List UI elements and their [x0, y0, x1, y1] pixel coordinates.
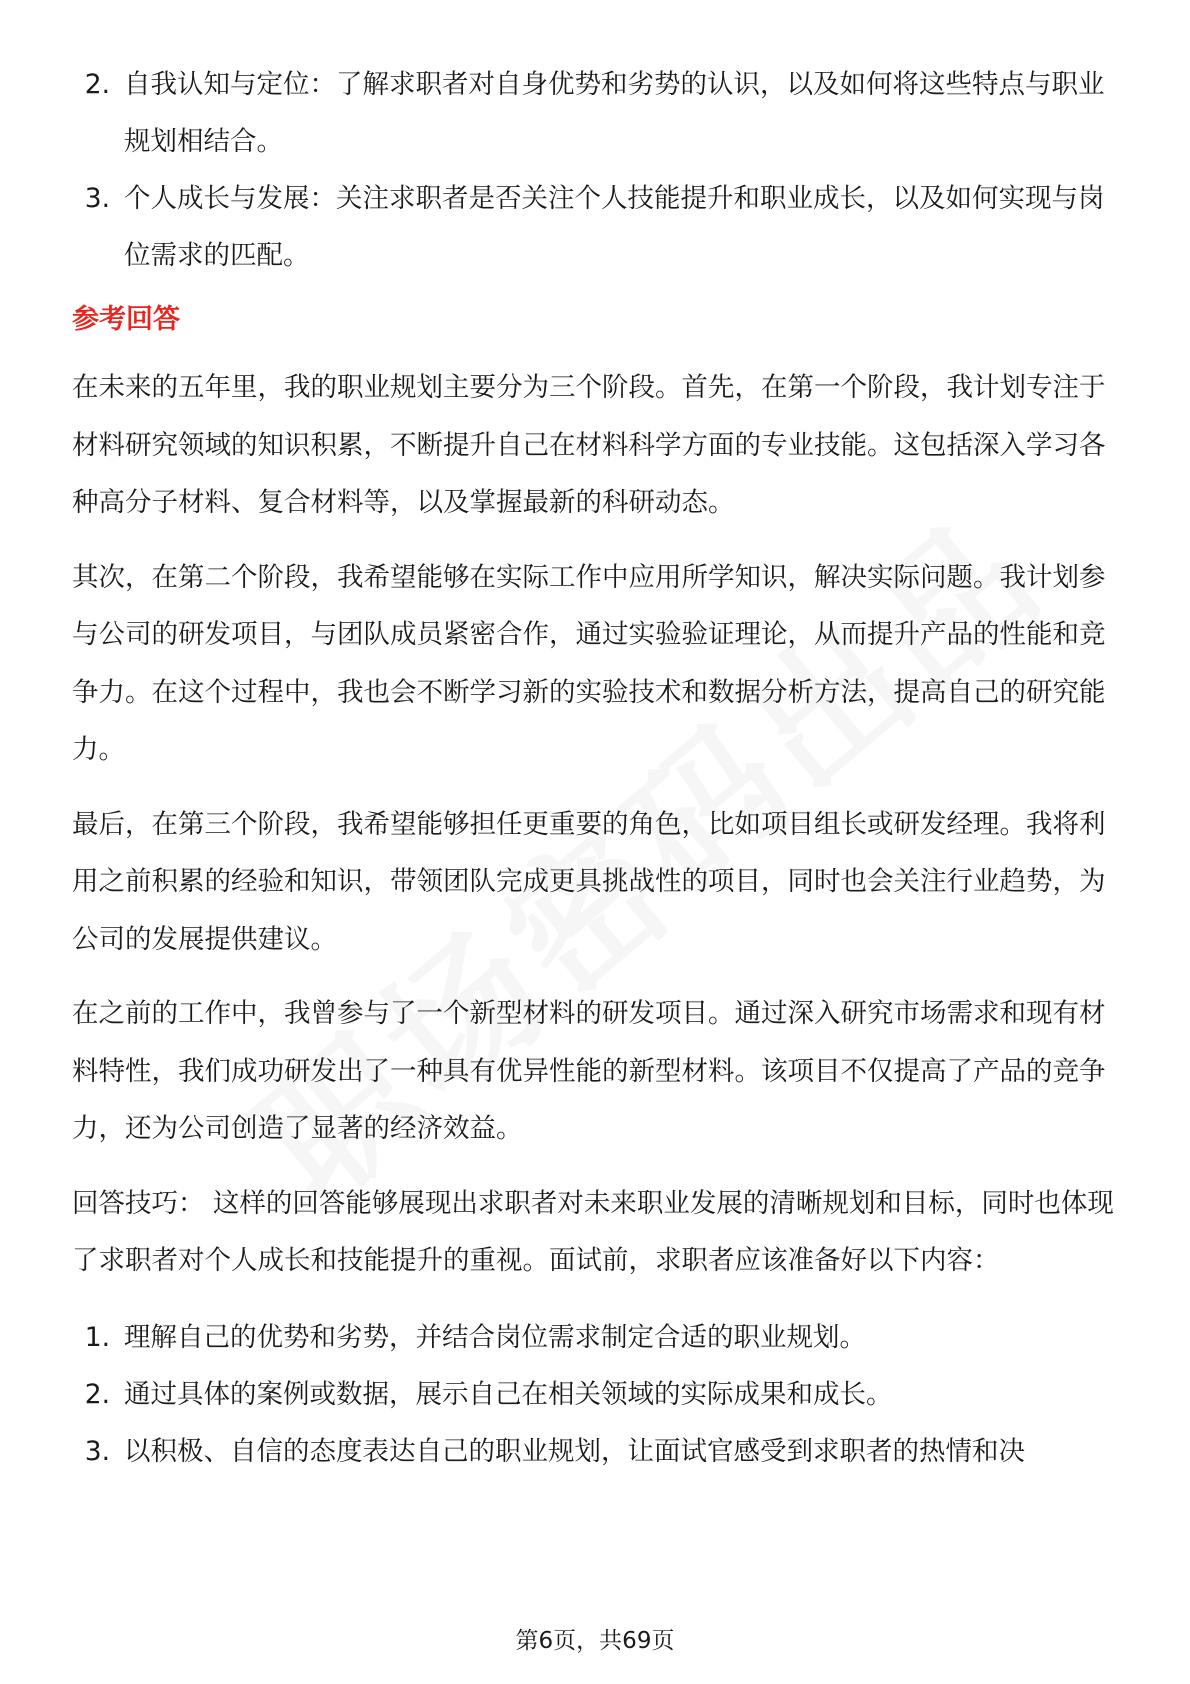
list-number: 1.	[84, 1321, 110, 1353]
paragraph: 其次，在第二个阶段，我希望能够在实际工作中应用所学知识，解决实际问题。我计划参与公司的研发项目，与团队成员紧密合作，通过实验验证理论，从而提升产品的性能和竞争力。在这个过程中，我也会不断学习新的实验技术和数据分析方法，提高自己的研究能力。	[72, 561, 1106, 765]
list-number: 2.	[84, 69, 110, 100]
list-item	[72, 56, 1122, 170]
page-number: 第6页，共69页	[515, 1628, 675, 1654]
list-item	[72, 1366, 1122, 1423]
list-text: 以积极、自信的态度表达自己的职业规划，让面试官感受到求职者的热情和决	[124, 1435, 1025, 1467]
list-text: 个人成长与发展：关注求职者是否关注个人技能提升和职业成长，以及如何实现与岗位需求的匹配。	[124, 183, 1105, 271]
page-content	[72, 56, 1122, 1480]
list-item	[72, 1309, 1122, 1366]
paragraph: 最后，在第三个阶段，我希望能够担任更重要的角色，比如项目组长或研发经理。我将利用之前积累的经验和知识，带领团队完成更具挑战性的项目，同时也会关注行业趋势，为公司的发展提供建议。	[72, 808, 1106, 955]
paragraph: 在之前的工作中，我曾参与了一个新型材料的研发项目。通过深入研究市场需求和现有材料特性，我们成功研发出了一种具有优异性能的新型材料。该项目不仅提高了产品的竞争力，还为公司创造了显著的经济效益。	[72, 998, 1106, 1144]
criteria-list	[72, 56, 1122, 284]
list-text: 通过具体的案例或数据，展示自己在相关领域的实际成果和成长。	[124, 1378, 893, 1410]
list-item	[72, 1423, 1122, 1480]
preparation-list	[72, 1309, 1122, 1480]
list-number: 3.	[84, 1435, 110, 1467]
tips-paragraph: 回答技巧： 这样的回答能够展现出求职者对未来职业发展的清晰规划和目标，同时也体现了求职者对个人成长和技能提升的重视。面试前，求职者应该准备好以下内容：	[72, 1187, 1114, 1276]
list-text: 自我认知与定位：了解求职者对自身优势和劣势的认识，以及如何将这些特点与职业规划相结合。	[124, 69, 1105, 157]
section-heading: 参考回答	[72, 304, 180, 335]
list-number: 2.	[84, 1378, 110, 1410]
paragraph: 在未来的五年里，我的职业规划主要分为三个阶段。首先，在第一个阶段，我计划专注于材料研究领域的知识积累，不断提升自己在材料科学方面的专业技能。这包括深入学习各种高分子材料、复合材料等，以及掌握最新的科研动态。	[72, 372, 1106, 518]
list-item	[72, 170, 1122, 284]
list-text: 理解自己的优势和劣势，并结合岗位需求制定合适的职业规划。	[124, 1321, 866, 1353]
list-number: 3.	[84, 183, 110, 214]
